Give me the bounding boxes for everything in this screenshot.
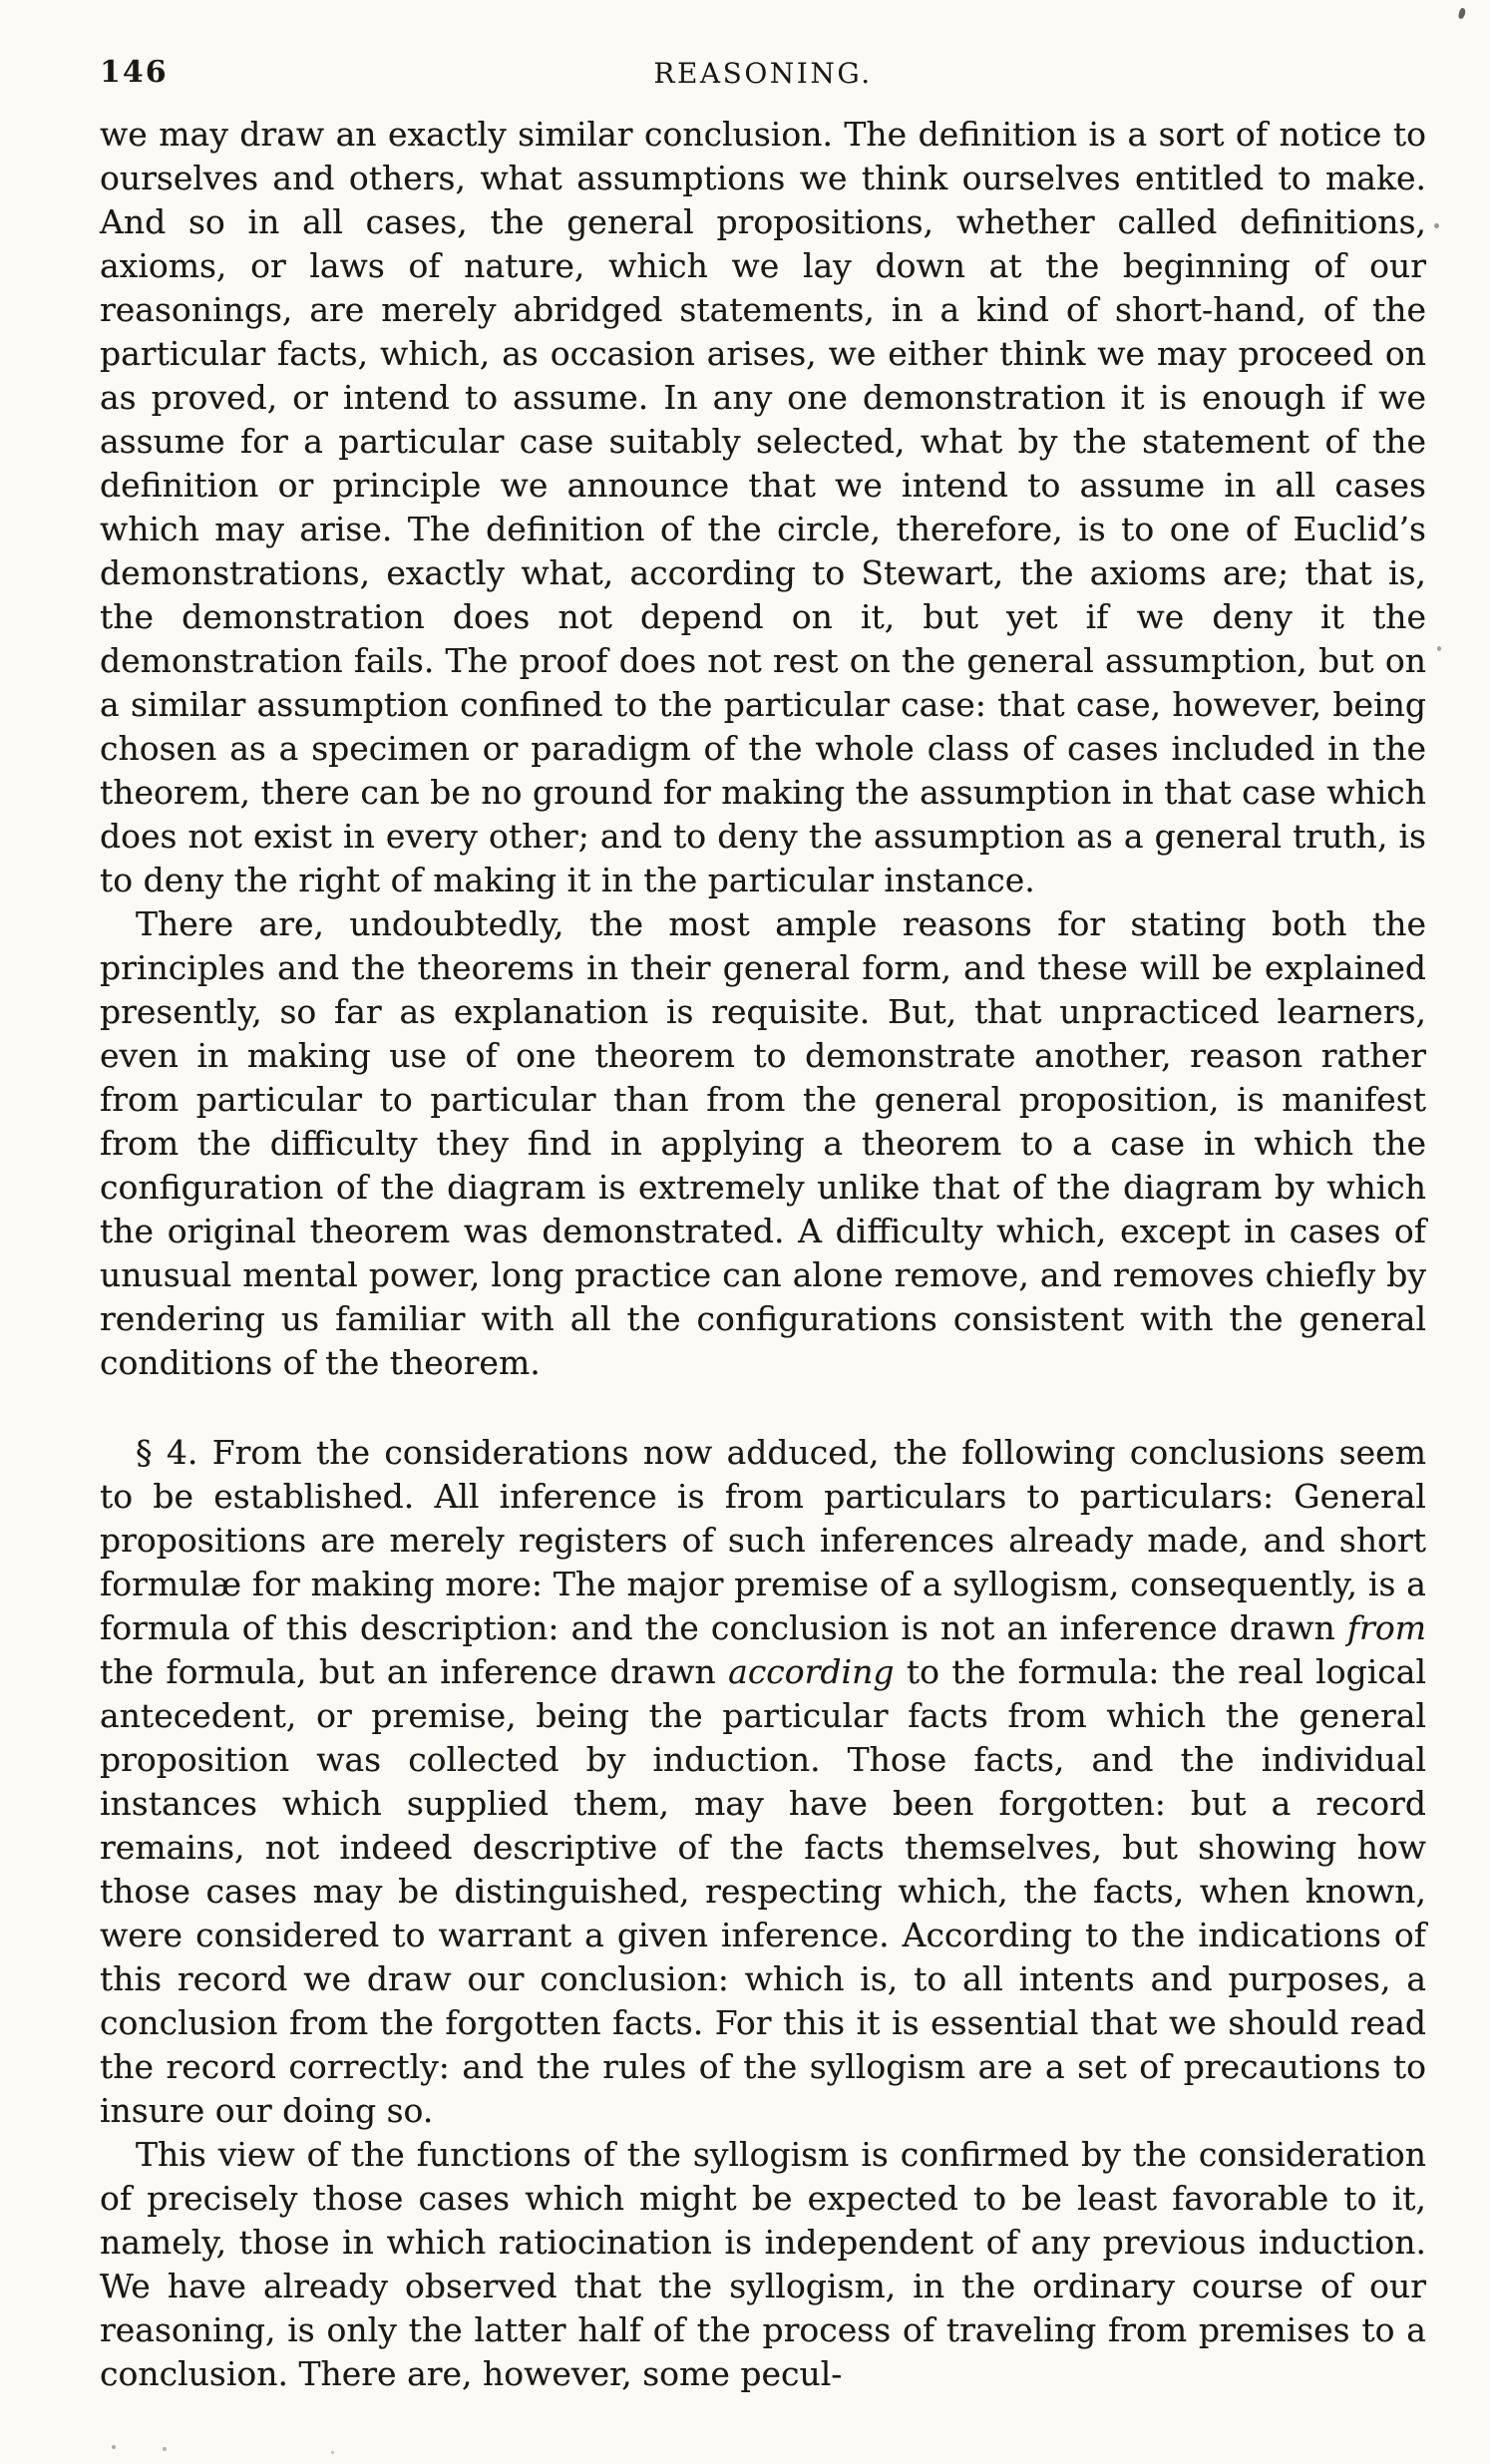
text-run: This view of the functions of the syllogism is confirmed by the consideration of precisely those cases which might be expected to be least favorable to it, namely, those in which ratiocination is independent of any previous induction. We have already observed that the syllogism, in the ordinary course of our reasoning, is only the latter half of the process of traveling from premises to a conclusion. There are, however, some pecul- bbox=[100, 2135, 1426, 2393]
running-header bbox=[100, 55, 1426, 95]
text-run: § 4. From the considerations now adduced, the following conclusions seem to be established. All inference is from particulars to particulars: General propositions are merely registers of such inferences already made, and short formulæ for making more: The major premise of a syllogism, consequently, is a formula of this description: and the conclusion is not an inference drawn bbox=[100, 1433, 1426, 1647]
running-head-title: REASONING. bbox=[653, 57, 873, 90]
page-number: 146 bbox=[100, 55, 169, 90]
paragraph bbox=[100, 1431, 1426, 2133]
scan-artifact bbox=[331, 2451, 334, 2454]
emphasized-text: according bbox=[728, 1652, 895, 1691]
scan-artifact bbox=[1434, 223, 1439, 228]
page-text bbox=[100, 113, 1426, 2396]
emphasized-text: from bbox=[1346, 1608, 1426, 1647]
text-run: the formula, but an inference drawn bbox=[100, 1652, 729, 1691]
scan-artifact bbox=[163, 2447, 167, 2451]
text-run: we may draw an exactly similar conclusion. The definition is a sort of notice to ourselves and others, what assumptions we think ourselves entitled to make. And so in all cases, the general propositions, whether called definitions, axioms, or laws of nature, which we lay down at the beginning of our reasonings, are merely abridged statements, in a kind of short-hand, of the particular facts, which, as occasion arises, we either think we may proceed on as proved, or intend to assume. In any one demonstration it is enough if we assume for a particular case suitably selected, what by the statement of the definition or principle we announce that we intend to assume in all cases which may arise. The definition of the circle, therefore, is to one of Euclid’s demonstrations, exactly what, according to Stewart, the axioms are; that is, the demonstration does not depend on it, but yet if we deny it the demonstration fails. The proof does not rest on the general assumption, but on a similar assumption confined to the particular case: that case, however, being chosen as a specimen or paradigm of the whole class of cases included in the theorem, there can be no ground for making the assumption in that case which does not exist in every other; and to deny the assumption as a general truth, is to deny the right of making it in the particular instance. bbox=[100, 115, 1426, 899]
text-run: There are, undoubtedly, the most ample reasons for stating both the principles and the theorems in their general form, and these will be explained presently, so far as explanation is requisite. But, that unpracticed learners, even in making use of one theorem to demonstrate another, reason rather from particular to particular than from the general proposition, is manifest from the difficulty they find in applying a theorem to a case in which the configuration of the diagram is extremely unlike that of the diagram by which the original theorem was demonstrated. A difficulty which, except in cases of unusual mental power, long practice can alone remove, and removes chiefly by rendering us familiar with all the configurations consistent with the general conditions of the theorem. bbox=[100, 904, 1426, 1382]
paragraph bbox=[100, 902, 1426, 1385]
paragraph bbox=[100, 2133, 1426, 2396]
scan-artifact bbox=[1458, 7, 1466, 19]
text-run: to the formula: the real logical antecedent, or premise, being the particular facts from which the general proposition was collected by induction. Those facts, and the individual instances which supplied them, may have been forgotten: but a record remains, not indeed descriptive of the facts themselves, but showing how those cases may be distinguished, respecting which, the facts, when known, were considered to warrant a given inference. According to the indications of this record we draw our conclusion: which is, to all intents and purposes, a conclusion from the forgotten facts. For this it is essential that we should read the record correctly: and the rules of the syllogism are a set of precautions to insure our doing so. bbox=[100, 1652, 1426, 2130]
scan-artifact bbox=[112, 2445, 116, 2449]
scan-artifact bbox=[1437, 646, 1441, 651]
paragraph bbox=[100, 113, 1426, 902]
